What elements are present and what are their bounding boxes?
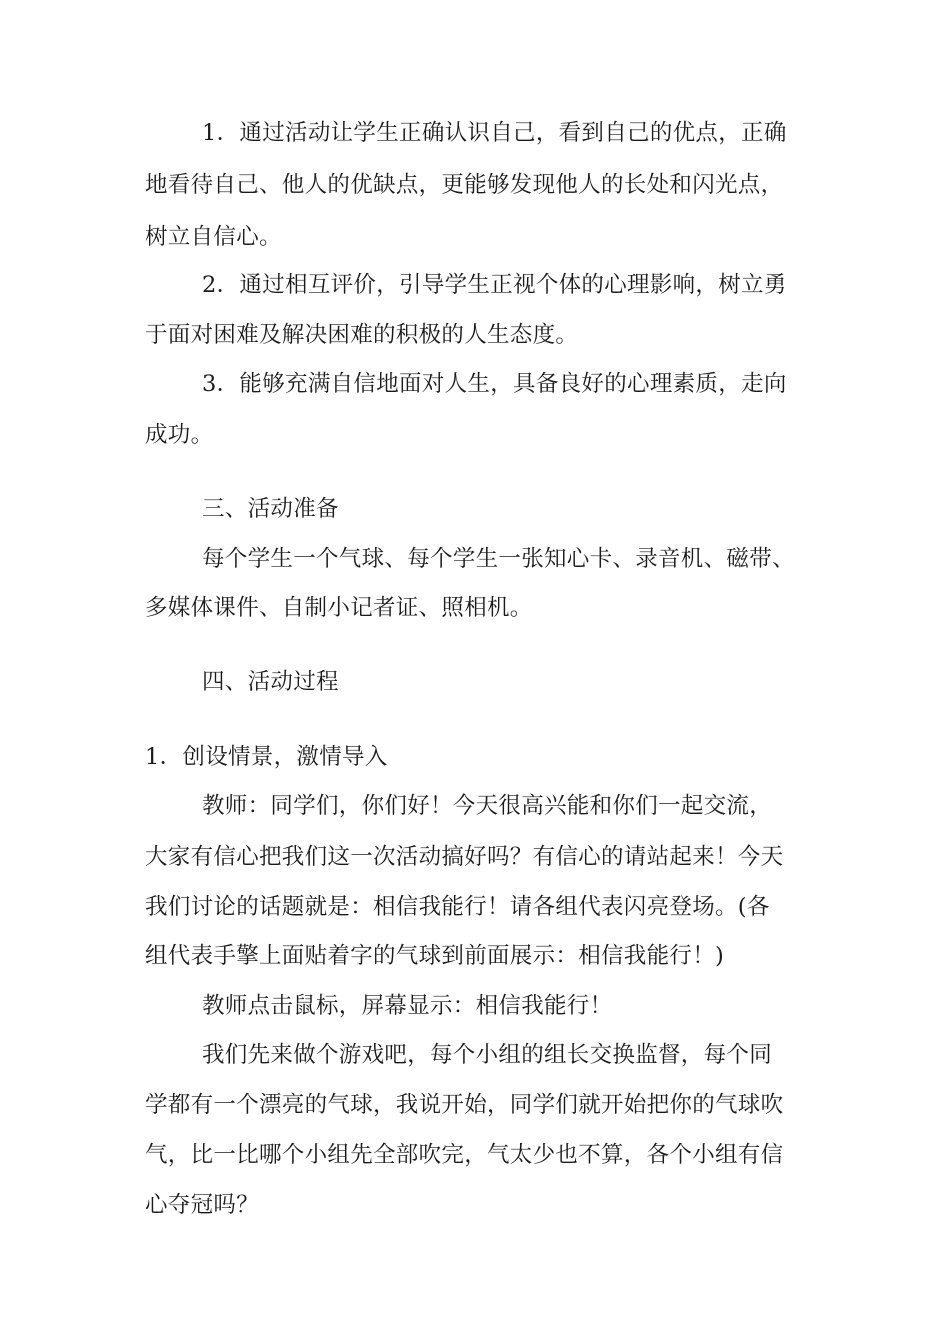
objective-3-line-2: 成功。 [145,422,214,448]
objective-1-line-1: 1．通过活动让学生正确认识自己，看到自己的优点，正确 [202,120,787,146]
game-para-line-1: 我们先来做个游戏吧，每个小组的组长交换监督，每个同 [202,1042,773,1068]
teacher-para-line-3: 我们讨论的话题就是：相信我能行！请各组代表闪亮登场。(各 [145,894,770,920]
game-para-line-3: 气，比一比哪个小组先全部吹完，气太少也不算，各个小组有信 [145,1142,784,1168]
objective-1-line-3: 树立自信心。 [145,224,282,250]
game-para-line-2: 学都有一个漂亮的气球，我说开始，同学们就开始把你的气球吹 [145,1092,784,1118]
teacher-para-line-4: 组代表手擎上面贴着字的气球到前面展示：相信我能行！) [145,943,725,969]
teacher-para-line-2: 大家有信心把我们这一次活动搞好吗？有信心的请站起来！今天 [145,844,784,870]
preparation-line-2: 多媒体课件、自制小记者证、照相机。 [145,595,533,621]
objective-2-line-2: 于面对困难及解决困难的积极的人生态度。 [145,322,579,348]
section-heading-preparation: 三、活动准备 [202,496,339,522]
objective-2-line-1: 2．通过相互评价，引导学生正视个体的心理影响，树立勇 [202,272,787,298]
subsection-heading-1: 1．创设情景，激情导入 [145,744,388,770]
click-para-line-1: 教师点击鼠标，屏幕显示：相信我能行！ [202,993,613,1019]
preparation-line-1: 每个学生一个气球、每个学生一张知心卡、录音机、磁带、 [202,546,795,572]
teacher-para-line-1: 教师：同学们，你们好！今天很高兴能和你们一起交流， [202,793,773,819]
section-heading-process: 四、活动过程 [202,669,339,695]
objective-3-line-1: 3．能够充满自信地面对人生，具备良好的心理素质，走向 [202,371,787,397]
objective-1-line-2: 地看待自己、他人的优缺点，更能够发现他人的长处和闪光点， [145,172,784,198]
game-para-line-4: 心夺冠吗？ [145,1192,260,1218]
